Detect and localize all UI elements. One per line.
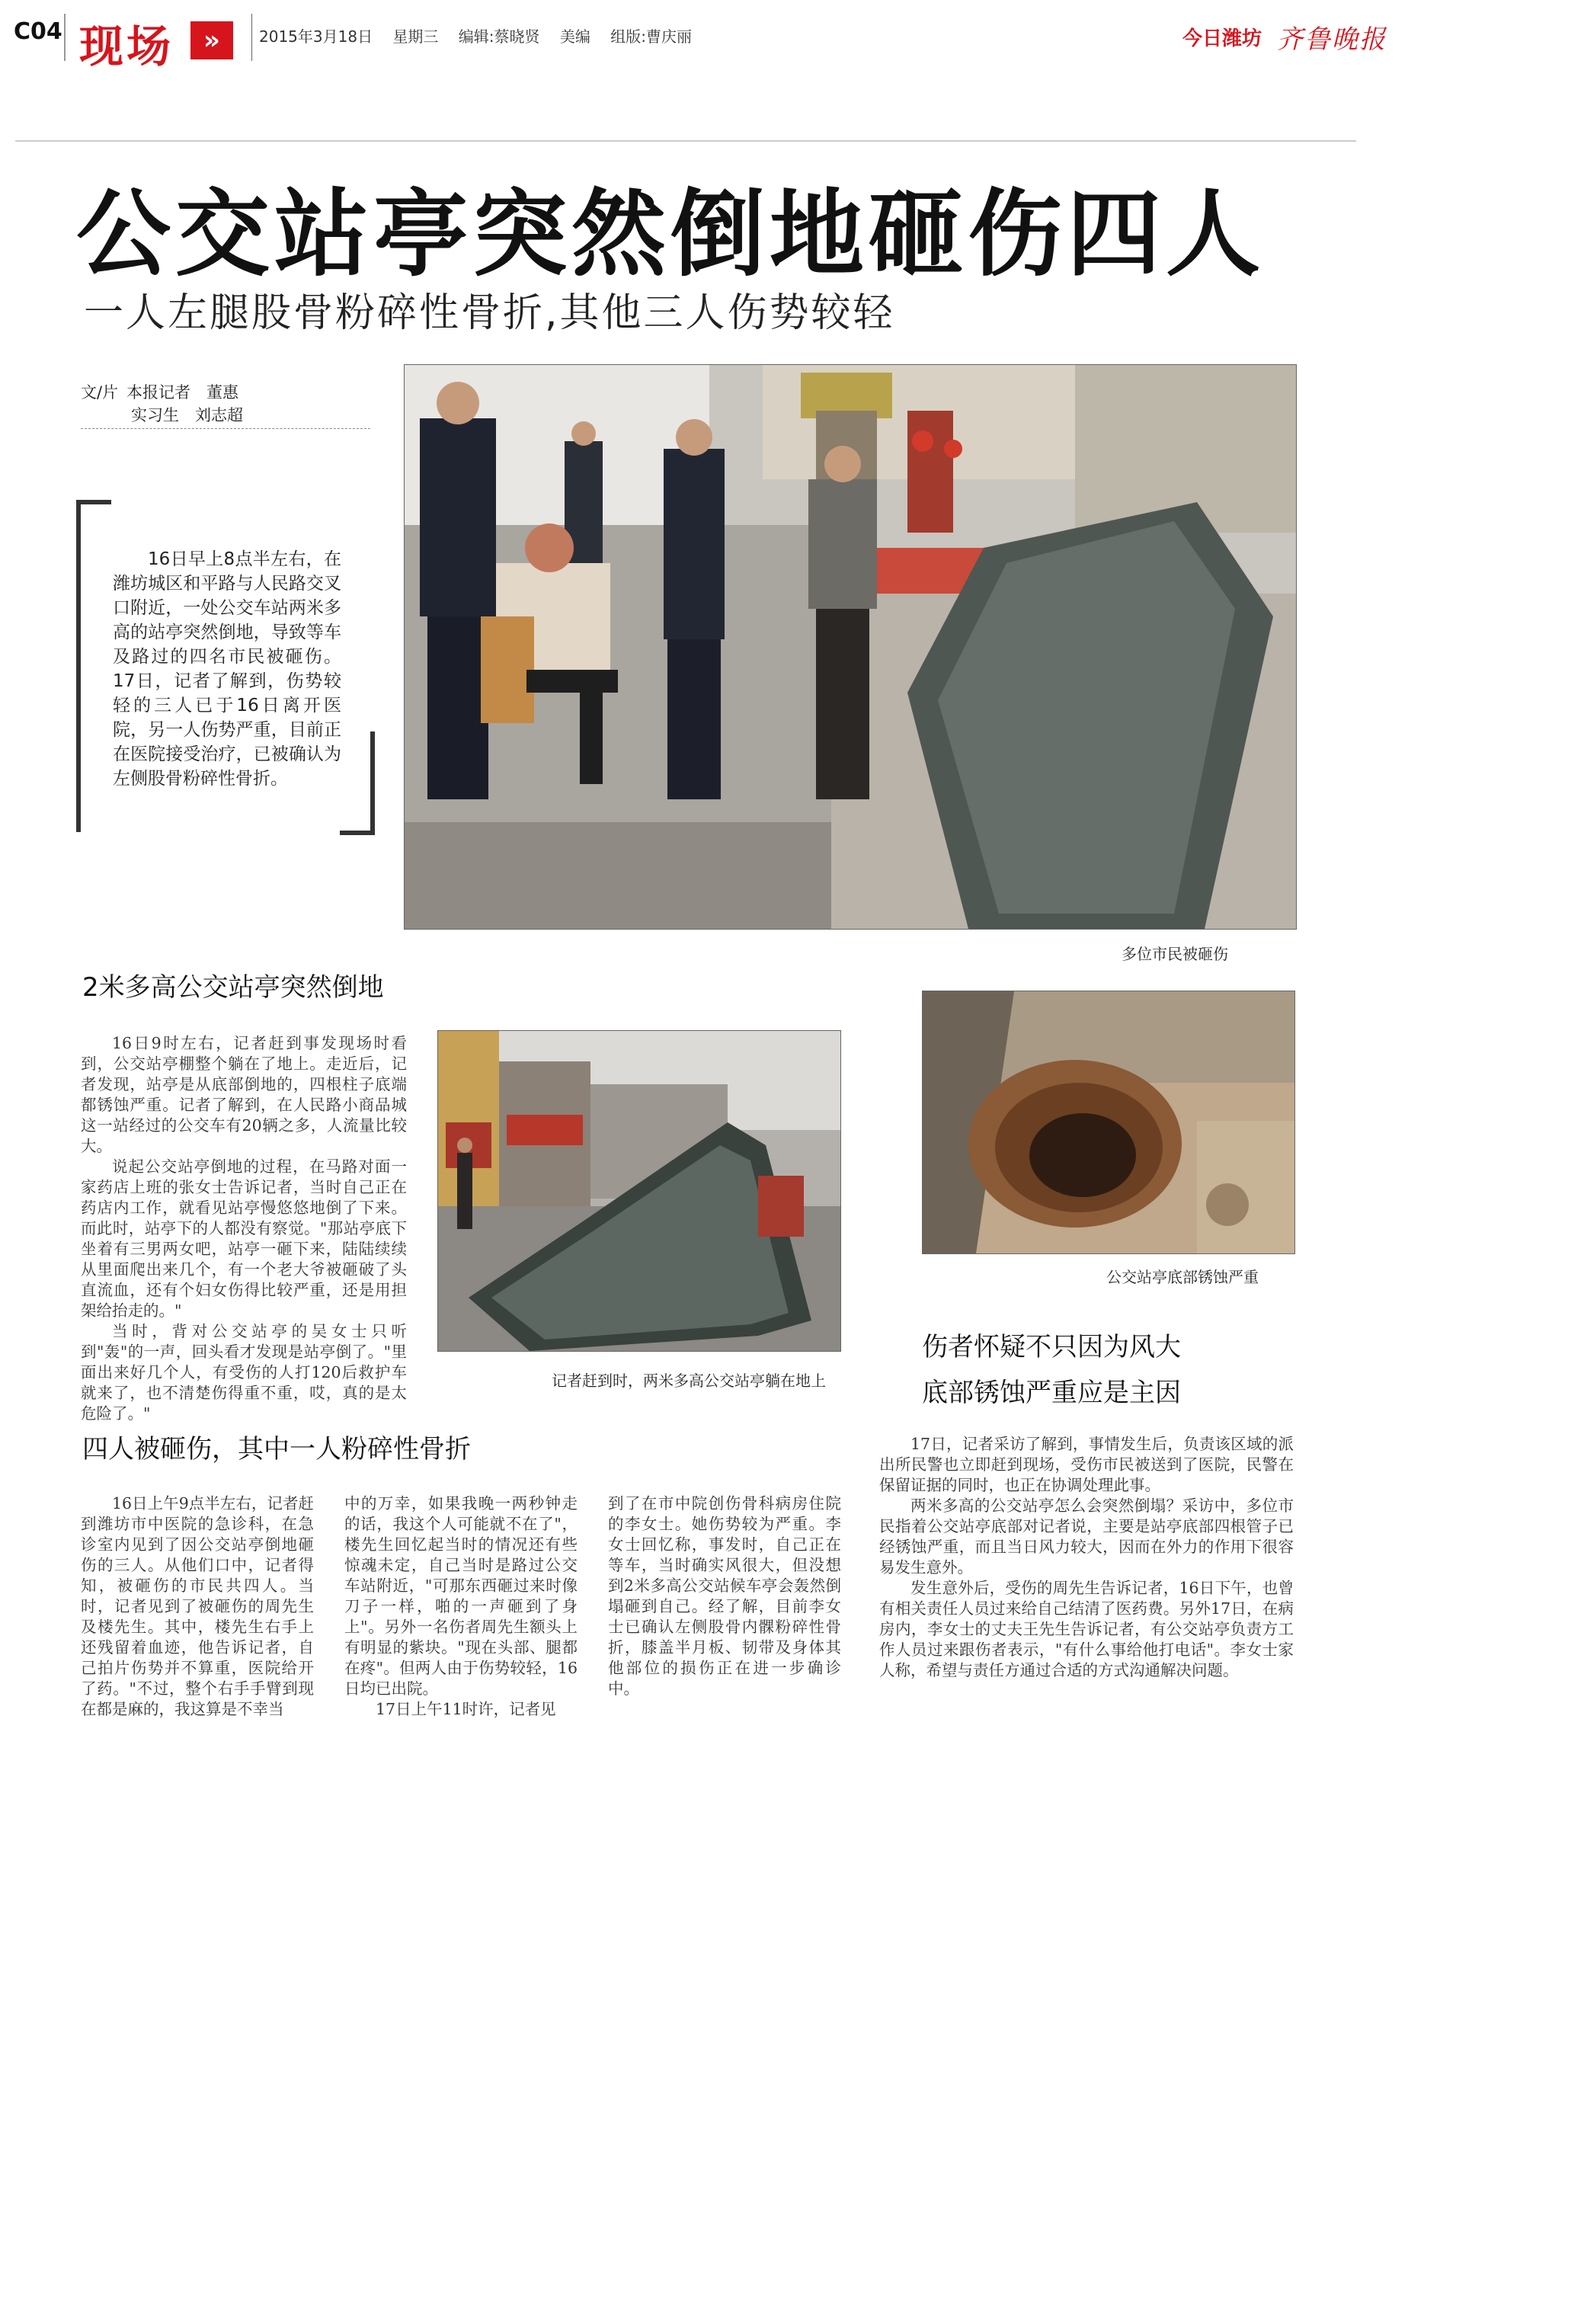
paragraph: 到了在市中院创伤骨科病房住院的李女士。她伤势较为严重。李女士回忆称，事发时，自己正在等车，当时确实风很大，但没想到2米多高公交站候车亭会轰然倒塌砸到自己。经了解，目前李女士已确认左侧股骨内髁粉碎性骨折，膝盖半月板、韧带及身体其他部位的损伤正在进一步确诊中。 <box>608 1494 841 1698</box>
byline-intern: 实习生 刘志超 <box>131 406 243 424</box>
headline: 公交站亭突然倒地砸伤四人 <box>76 180 1266 290</box>
section-body-injuries-col1 <box>81 1493 314 1720</box>
header-rule <box>15 140 1356 142</box>
byline-reporter: 本报记者 董惠 <box>126 383 238 402</box>
paragraph: 17日上午11时许，记者见 <box>376 1700 556 1718</box>
section-body-cause <box>879 1434 1294 1681</box>
header-divider <box>64 14 66 61</box>
section-heading-cause-line2: 底部锈蚀严重应是主因 <box>922 1378 1181 1408</box>
paragraph: 两米多高的公交站亭怎么会突然倒塌？采访中，多位市民指着公交站亭底部对记者说，主要是站亭底部四根管子已经锈蚀严重，而且当日风力较大，因而在外力的作用下很容易发生意外。 <box>879 1497 1294 1577</box>
byline-role: 文/片 <box>81 383 119 402</box>
issue-layout: 组版:曹庆丽 <box>610 27 693 46</box>
issue-info <box>259 24 707 46</box>
subheadline: 一人左腿股骨粉碎性骨折,其他三人伤势较轻 <box>84 290 895 336</box>
issue-designer: 美编 <box>559 27 590 46</box>
main-photo <box>404 364 1297 930</box>
lead-paragraph: 16日早上8点半左右，在潍坊城区和平路与人民路交叉口附近，一处公交车站两米多高的站亭突然倒地，导致等车及路过的四名市民被砸伤。17日，记者了解到，伤势较轻的三人已于16日离开医院，另一人伤势严重，目前正在医院接受治疗，已被确认为左侧股骨粉碎性骨折。 <box>113 549 341 789</box>
issue-date: 2015年3月18日 <box>259 27 373 46</box>
byline <box>81 381 243 427</box>
section-body-injuries-col2 <box>344 1493 578 1720</box>
fallen-shelter-photo <box>437 1030 841 1352</box>
today-label: 今日潍坊 <box>1182 27 1262 50</box>
fallen-shelter-caption: 记者赶到时，两米多高公交站亭躺在地上 <box>552 1372 826 1390</box>
section-heading-injuries: 四人被砸伤，其中一人粉碎性骨折 <box>82 1434 471 1465</box>
paragraph: 发生意外后，受伤的周先生告诉记者，16日下午，也曾有相关责任人员过来给自己结清了医药费。另外17日，在病房内，李女士的丈夫王先生告诉记者，有公交站亭负责方工作人员过来跟伤者表示，"有什么事给他打电话"。李女士家人称，希望与责任方通过合适的方式沟通解决问题。 <box>879 1579 1294 1679</box>
lead-bracket-close <box>340 731 375 835</box>
page-number: C04 <box>14 18 62 45</box>
paragraph: 当时，背对公交站亭的吴女士只听到"轰"的一声，回头看才发现是站亭倒了。"里面出来好几个人，有受伤的人打120后救护车就来了，也不清楚伤得重不重，哎，真的是太危险了。" <box>81 1322 407 1423</box>
paper-logo: 齐鲁晚报 <box>1277 24 1387 55</box>
rust-photo-caption: 公交站亭底部锈蚀严重 <box>1106 1268 1259 1286</box>
issue-weekday: 星期三 <box>392 27 439 46</box>
header-divider <box>251 14 252 61</box>
paragraph: 中的万幸，如果我晚一两秒钟走的话，我这个人可能就不在了"，楼先生回忆起当时的情况还有些惊魂未定，自己当时是路过公交车站附近，"可那东西砸过来时像刀子一样，啪的一声砸到了身上"。另外一名伤者周先生额头上有明显的紫块。"现在头部、腿都在疼"。但两人由于伤势较轻，16日均已出院。 <box>344 1494 578 1698</box>
paragraph: 16日9时左右，记者赶到事发现场时看到，公交站亭棚整个躺在了地上。走近后，记者发现，站亭是从底部倒地的，四根柱子底端都锈蚀严重。记者了解到，在人民路小商品城这一站经过的公交车有20辆之多，人流量比较大。 <box>81 1034 407 1155</box>
paragraph: 17日，记者采访了解到，事情发生后，负责该区域的派出所民警也立即赶到现场，受伤市民被送到了医院，民警在保留证据的同时，也正在协调处理此事。 <box>879 1435 1294 1494</box>
paragraph: 16日上午9点半左右，记者赶到潍坊市中医院的急诊科，在急诊室内见到了因公交站亭倒地砸伤的三人。从他们口中，记者得知，被砸伤的市民共四人。当时，记者见到了被砸伤的周先生及楼先生。其中，楼先生右手上还残留着血迹，他告诉记者，自己拍片伤势并不算重，医院给开了药。"不过，整个右手手臂到现在都是麻的，我这算是不幸当 <box>81 1494 314 1718</box>
byline-rule <box>81 428 370 429</box>
rust-photo <box>922 991 1295 1254</box>
main-photo-caption: 多位市民被砸伤 <box>1122 945 1228 963</box>
lead-bracket-open <box>76 500 111 832</box>
section-body-injuries-col3 <box>608 1493 841 1699</box>
section-body-collapse <box>81 1033 407 1424</box>
issue-editor: 编辑:蔡晓贤 <box>458 27 540 46</box>
section-arrow-icon: » <box>190 21 233 59</box>
section-heading-collapse: 2米多高公交站亭突然倒地 <box>82 972 384 1003</box>
section-title: 现场 <box>79 21 174 72</box>
paragraph: 说起公交站亭倒地的过程，在马路对面一家药店上班的张女士告诉记者，当时自己正在药店内工作，就看见站亭慢悠悠地倒了下来。而此时，站亭下的人都没有察觉。"那站亭底下坐着有三男两女吧，站亭一砸下来，陆陆续续从里面爬出来几个，有一个老大爷被砸破了头直流血，还有个妇女伤得比较严重，还是用担架给抬走的。" <box>81 1157 407 1320</box>
section-heading-cause-line1: 伤者怀疑不只因为风大 <box>922 1332 1181 1362</box>
